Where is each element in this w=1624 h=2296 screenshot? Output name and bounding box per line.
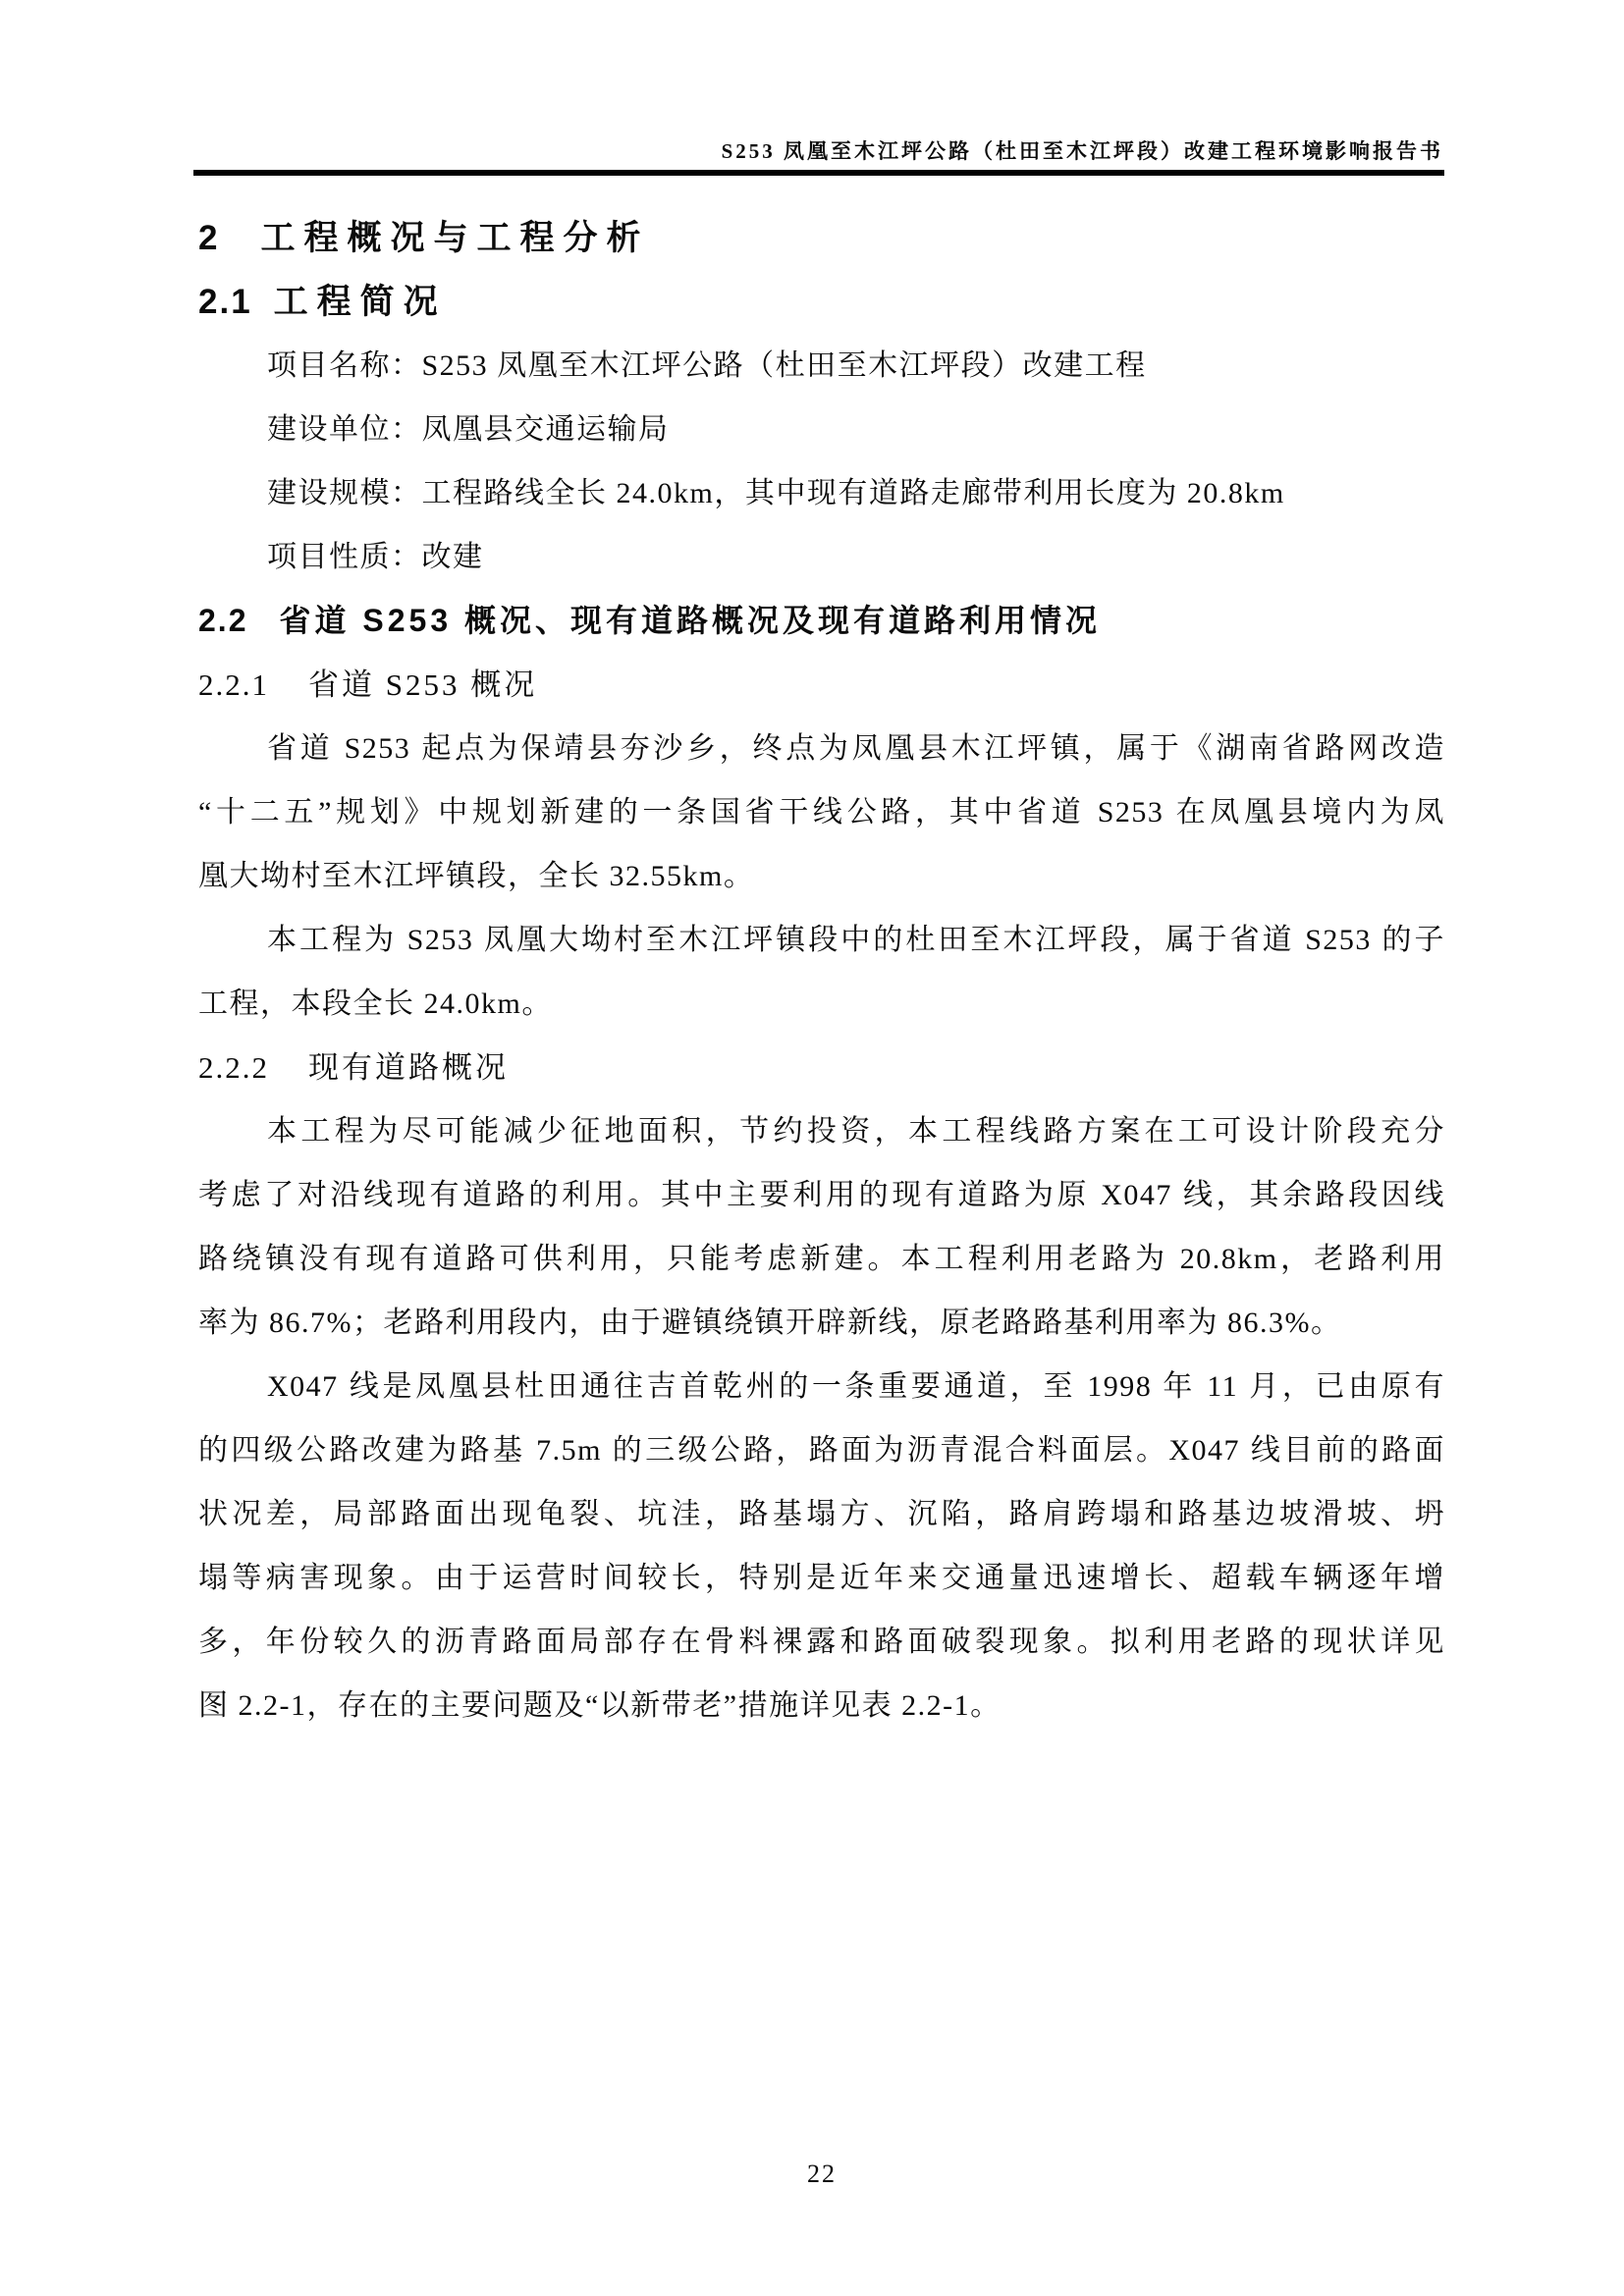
chapter-title: 工程概况与工程分析 bbox=[260, 219, 650, 257]
body-line: 项目名称：S253 凤凰至木江坪公路（杜田至木江坪段）改建工程 bbox=[267, 349, 1147, 382]
body-line: 图 2.2-1，存在的主要问题及“以新带老”措施详见表 2.2-1。 bbox=[198, 1689, 1001, 1722]
section-heading-2-2 bbox=[198, 589, 1445, 653]
running-header: S253 凤凰至木江坪公路（杜田至木江坪段）改建工程环境影响报告书 bbox=[721, 139, 1443, 163]
subsection-title: 省道 S253 概况 bbox=[308, 667, 538, 702]
body-line: 率为 86.7%；老路利用段内，由于避镇绕镇开辟新线，原老路路基利用率为 86.3%。 bbox=[198, 1307, 1342, 1339]
section-heading-2-1 bbox=[198, 270, 1445, 334]
section-number: 2.1 bbox=[198, 283, 252, 321]
body-line: 本工程为 S253 凤凰大坳村至木江坪镇段中的杜田至木江坪段，属于省道 S253 的子 bbox=[267, 924, 1445, 956]
body-line: 凰大坳村至木江坪镇段，全长 32.55km。 bbox=[198, 860, 755, 892]
section-title: 工程简况 bbox=[273, 283, 447, 321]
subsection-heading-2-2-1 bbox=[198, 653, 1445, 717]
body-line: 本工程为尽可能减少征地面积，节约投资，本工程线路方案在工可设计阶段充分 bbox=[267, 1115, 1445, 1148]
subsection-number: 2.2.1 bbox=[198, 667, 269, 702]
body-line: 考虑了对沿线现有道路的利用。其中主要利用的现有道路为原 X047 线，其余路段因线 bbox=[198, 1179, 1445, 1211]
body-line: 工程，本段全长 24.0km。 bbox=[198, 988, 553, 1020]
page-number: 22 bbox=[807, 2160, 837, 2188]
chapter-number: 2 bbox=[198, 219, 220, 257]
header-rule bbox=[193, 170, 1444, 176]
subsection-heading-2-2-2 bbox=[198, 1036, 1445, 1099]
document-body bbox=[198, 206, 1445, 1737]
body-line: 塌等病害现象。由于运营时间较长，特别是近年来交通量迅速增长、超载车辆逐年增 bbox=[198, 1562, 1445, 1594]
body-line: 状况差，局部路面出现龟裂、坑洼，路基塌方、沉陷，路肩跨塌和路基边坡滑坡、坍 bbox=[198, 1498, 1445, 1530]
body-line: “十二五”规划》中规划新建的一条国省干线公路，其中省道 S253 在凤凰县境内为凤 bbox=[198, 796, 1445, 828]
subsection-number: 2.2.2 bbox=[198, 1050, 269, 1085]
body-line: 省道 S253 起点为保靖县夯沙乡，终点为凤凰县木江坪镇，属于《湖南省路网改造 bbox=[267, 732, 1445, 765]
body-line: 多，年份较久的沥青路面局部存在骨料裸露和路面破裂现象。拟利用老路的现状详见 bbox=[198, 1626, 1445, 1658]
section-number: 2.2 bbox=[198, 603, 248, 638]
body-line: X047 线是凤凰县杜田通往吉首乾州的一条重要通道，至 1998 年 11 月，已由原有 bbox=[267, 1370, 1445, 1403]
body-line: 项目性质：改建 bbox=[267, 541, 484, 573]
body-line: 路绕镇没有现有道路可供利用，只能考虑新建。本工程利用老路为 20.8km，老路利用 bbox=[198, 1243, 1445, 1275]
body-line: 的四级公路改建为路基 7.5m 的三级公路，路面为沥青混合料面层。X047 线目前的路面 bbox=[198, 1434, 1445, 1467]
body-line: 建设规模：工程路线全长 24.0km，其中现有道路走廊带利用长度为 20.8km bbox=[267, 477, 1285, 509]
section-title: 省道 S253 概况、现有道路概况及现有道路利用情况 bbox=[279, 603, 1102, 638]
chapter-heading bbox=[198, 206, 1445, 270]
subsection-title: 现有道路概况 bbox=[308, 1050, 509, 1085]
body-line: 建设单位：凤凰县交通运输局 bbox=[267, 413, 670, 446]
